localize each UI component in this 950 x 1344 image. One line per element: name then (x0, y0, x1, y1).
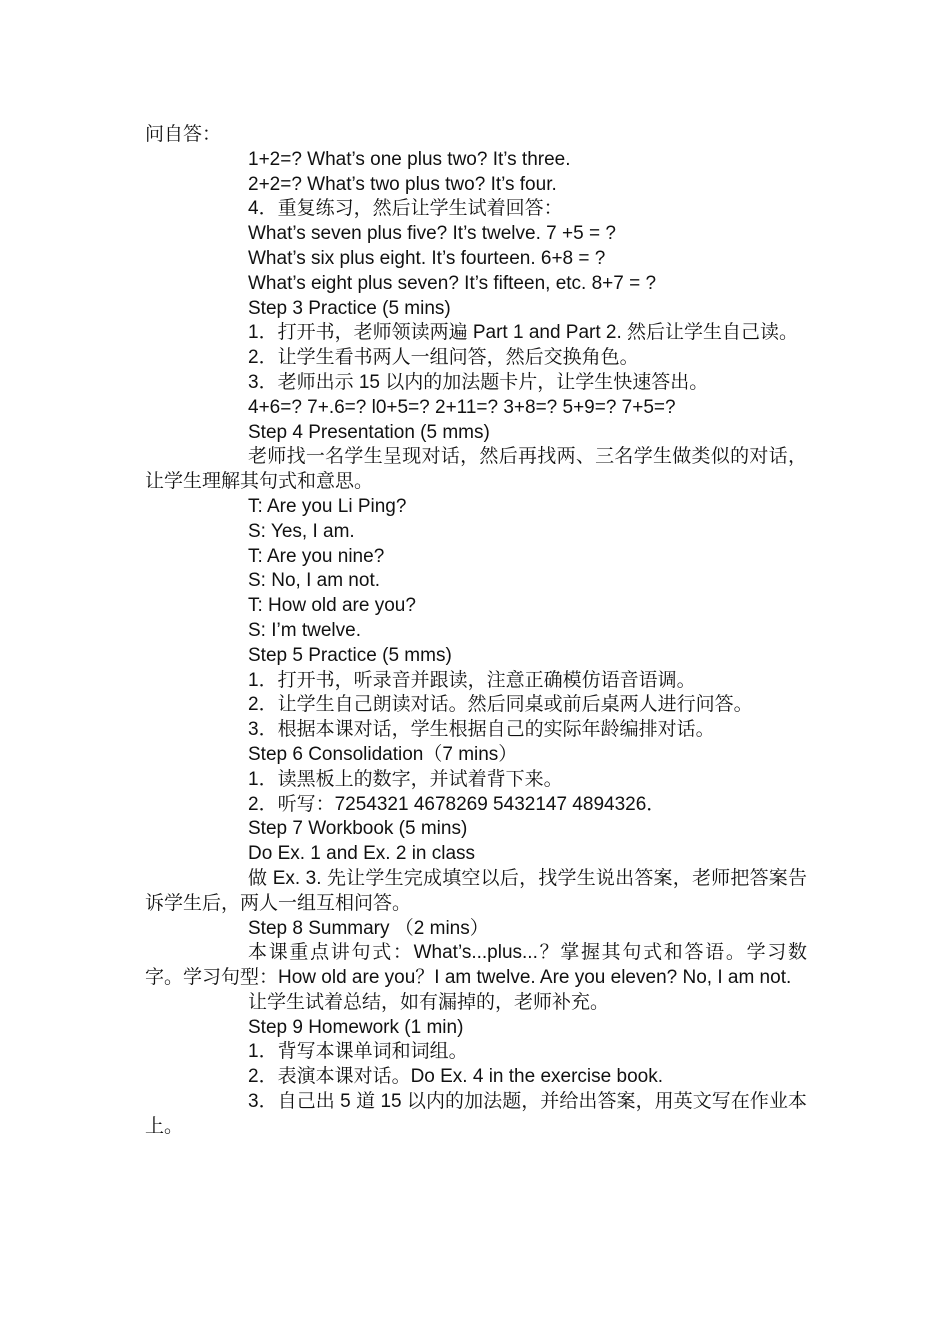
document-body (145, 123, 807, 1140)
text-line: S: Yes, I am. (248, 520, 355, 542)
text-line: Step 6 Consolidation（7 mins） (248, 743, 518, 765)
text-line: 2．表演本课对话。Do Ex. 4 in the exercise book. (248, 1066, 663, 1088)
text-line: 问自答： (145, 124, 222, 145)
text-line: 让学生试着总结，如有漏掉的，老师补充。 (248, 991, 610, 1013)
text-line: Step 3 Practice (5 mins) (248, 297, 451, 319)
text-line: What’s seven plus five? It’s twelve. 7 +5 = ? (248, 223, 616, 245)
text-line: 4．重复练习，然后让学生试着回答： (248, 198, 563, 220)
text-line: 2+2=? What’s two plus two? It’s four. (248, 173, 557, 195)
text-line: Do Ex. 1 and Ex. 2 in class (248, 843, 476, 865)
text-line: Step 9 Homework (1 min) (248, 1016, 464, 1038)
text-line: 1．打开书，听录音并跟读，注意正确模仿语音语调。 (248, 669, 696, 691)
text-line: 1．读黑板上的数字，并试着背下来。 (248, 768, 563, 790)
paragraph: 1．打开书，老师领读两遍 Part 1 and Part 2. 然后让学生自己读。 (248, 322, 799, 344)
text-line: T: Are you Li Ping? (248, 495, 407, 517)
text-line: 3．根据本课对话，学生根据自己的实际年龄编排对话。 (248, 719, 715, 741)
paragraph: 3．自己出 5 道 15 以内的加法题，并给出答案，用英文写在作业本上。 (145, 1091, 807, 1137)
paragraph: 做 Ex. 3. 先让学生完成填空以后，找学生说出答案，老师把答案告诉学生后，两人一组互相问答。 (145, 867, 807, 914)
text-line: S: No, I am not. (248, 570, 380, 592)
text-line: What’s eight plus seven? It’s fifteen, etc. 8+7 = ? (248, 272, 657, 294)
paragraph: 2．让学生自己朗读对话。然后同桌或前后桌两人进行问答。 (248, 694, 753, 716)
text-line: 2．让学生看书两人一组问答，然后交换角色。 (248, 347, 639, 369)
text-line: 2．听写：7254321 4678269 5432147 4894326． (248, 793, 666, 815)
text-line: S: I’m twelve. (248, 619, 361, 641)
paragraph: 本课重点讲句式：What’s...plus...？掌握其句式和答语。学习数字。学习句型：How old are you？I am twelve. Are you eleven? No, I am not. (145, 942, 807, 989)
text-line: 3．老师出示 15 以内的加法题卡片，让学生快速答出。 (248, 371, 709, 393)
text-line: 1．背写本课单词和词组。 (248, 1041, 468, 1063)
text-line: Step 4 Presentation (5 mms) (248, 421, 490, 443)
text-line: 1+2=? What’s one plus two? It’s three. (248, 148, 571, 170)
text-line: T: How old are you? (248, 595, 416, 617)
text-line: Step 8 Summary （2 mins） (248, 917, 489, 939)
text-line: Step 5 Practice (5 mms) (248, 644, 452, 666)
paragraph: 老师找一名学生呈现对话，然后再找两、三名学生做类似的对话，让学生理解其句式和意思。 (145, 446, 807, 493)
text-line: Step 7 Workbook (5 mins) (248, 818, 468, 840)
text-line: T: Are you nine? (248, 545, 385, 567)
text-line: 4+6=? 7+.6=? l0+5=? 2+11=? 3+8=? 5+9=? 7+5=? (248, 396, 676, 418)
text-line: What’s six plus eight. It’s fourteen. 6+8 = ? (248, 247, 606, 269)
